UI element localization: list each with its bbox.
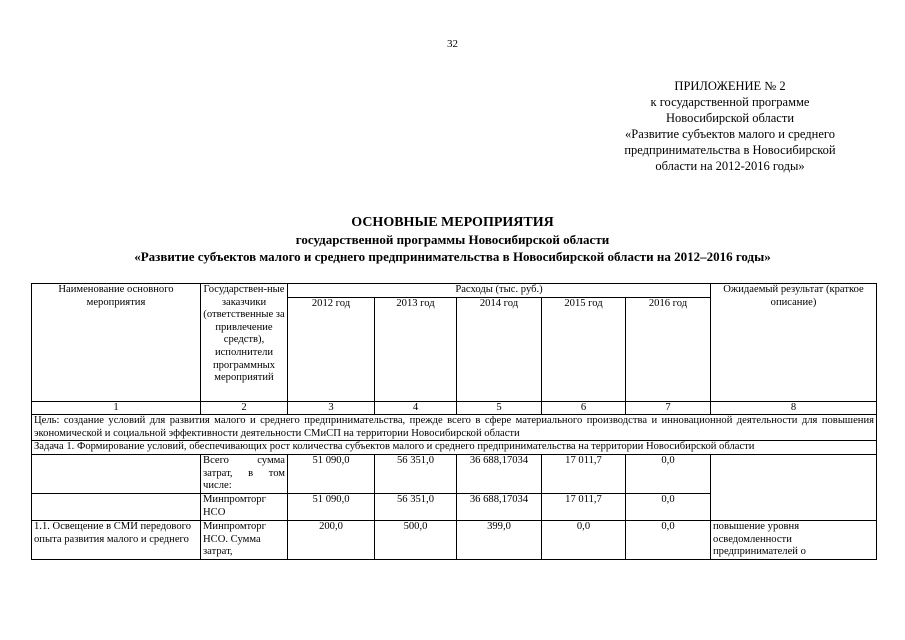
value-cell: 56 351,0 [375, 454, 457, 493]
title-line-2: государственной программы Новосибирской области [295, 232, 610, 247]
appendix-line: к государственной программе [650, 95, 810, 109]
customer-cell: Минпромторг НСО. Сумма затрат, [201, 520, 288, 559]
task-row: Задача 1. Формирование условий, обеспечивающих рост количества субъектов малого и среднего предпринимательства на территории Новосибирской области [32, 441, 877, 455]
header-year: 2012 год [288, 297, 375, 401]
value-cell: 56 351,0 [375, 493, 457, 520]
value-cell: 36 688,17034 [457, 454, 542, 493]
appendix-line: предпринимательства в Новосибирской [624, 143, 836, 157]
appendix-line: «Развитие субъектов малого и среднего [625, 127, 835, 141]
value-cell: 17 011,7 [542, 493, 626, 520]
goal-row: Цель: создание условий для развития малого и среднего предпринимательства, прежде всего в сфере материального производства и инновационной деятельности для повышения экономической и социальной эффективности деятельности СМиСП на территории Новосибирской области [32, 415, 877, 441]
value-cell: 0,0 [626, 520, 711, 559]
value-cell: 399,0 [457, 520, 542, 559]
column-number: 4 [375, 401, 457, 415]
header-year: 2015 год [542, 297, 626, 401]
activities-table [31, 283, 877, 560]
value-cell: 51 090,0 [288, 493, 375, 520]
page-number: 32 [447, 38, 458, 50]
header-activity-name: Наименование основного мероприятия [32, 284, 201, 402]
appendix-header [560, 78, 900, 174]
title-line-3: «Развитие субъектов малого и среднего предпринимательства в Новосибирской области на 2012–2016 годы» [134, 249, 771, 264]
column-number: 6 [542, 401, 626, 415]
value-cell: 200,0 [288, 520, 375, 559]
header-customers: Государствен-ные заказчики (ответственные за привлечение средств), исполнители программных мероприятий [201, 284, 288, 402]
activity-name-cell: 1.1. Освещение в СМИ передового опыта развития малого и среднего [32, 520, 201, 559]
table-row [32, 454, 877, 493]
header-expected-result: Ожидаемый результат (краткое описание) [711, 284, 877, 402]
value-cell: 0,0 [626, 493, 711, 520]
column-number: 5 [457, 401, 542, 415]
column-number: 2 [201, 401, 288, 415]
appendix-line: ПРИЛОЖЕНИЕ № 2 [674, 79, 786, 93]
value-cell: 500,0 [375, 520, 457, 559]
customer-cell: Всего сумма затрат, в том числе: [201, 454, 288, 493]
title-line-1: ОСНОВНЫЕ МЕРОПРИЯТИЯ [351, 215, 554, 230]
header-expenses: Расходы (тыс. руб.) [288, 284, 711, 298]
value-cell: 0,0 [542, 520, 626, 559]
result-cell [711, 454, 877, 520]
activity-name-cell [32, 454, 201, 493]
appendix-line: Новосибирской области [665, 111, 795, 125]
customer-cell: Минпромторг НСО [201, 493, 288, 520]
header-year: 2013 год [375, 297, 457, 401]
header-year: 2016 год [626, 297, 711, 401]
column-number: 3 [288, 401, 375, 415]
value-cell: 17 011,7 [542, 454, 626, 493]
header-year: 2014 год [457, 297, 542, 401]
column-number: 7 [626, 401, 711, 415]
result-cell: повышение уровня осведомленности предпринимателей о [711, 520, 877, 559]
value-cell: 51 090,0 [288, 454, 375, 493]
activity-name-cell [32, 493, 201, 520]
value-cell: 36 688,17034 [457, 493, 542, 520]
table-row [32, 520, 877, 559]
document-title [0, 214, 905, 265]
value-cell: 0,0 [626, 454, 711, 493]
column-number: 8 [711, 401, 877, 415]
column-number: 1 [32, 401, 201, 415]
appendix-line: области на 2012-2016 годы» [655, 159, 805, 173]
